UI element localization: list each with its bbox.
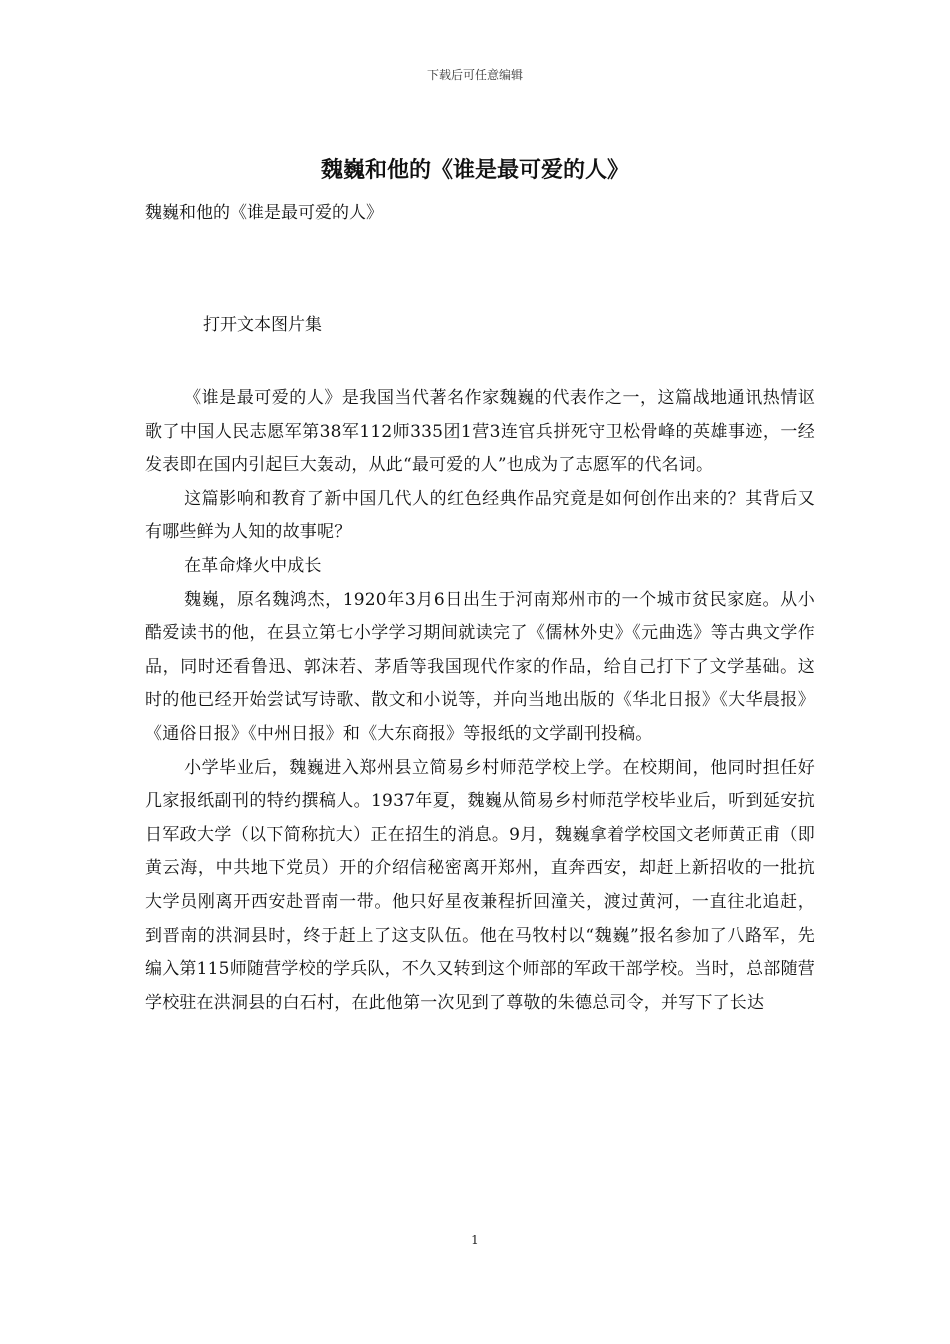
paragraph: 小学毕业后，魏巍进入郑州县立简易乡村师范学校上学。在校期间，他同时担任好几家报纸副刊的特约撰稿人。1937年夏，魏巍从简易乡村师范学校毕业后，听到延安抗日军政大学（以下简称抗大）正在招生的消息。9月，魏巍拿着学校国文老师黄正甫（即黄云海，中共地下党员）开的介绍信秘密离开郑州，直奔西安，却赶上新招收的一批抗大学员刚离开西安赴晋南一带。他只好星夜兼程折回潼关，渡过黄河，一直往北追赶，到晋南的洪洞县时，终于赶上了这支队伍。他在马牧村以“魏巍”报名参加了八路军，先编入第115师随营学校的学兵队，不久又转到这个师部的军政干部学校。当时，总部随营学校驻在洪洞县的白石村，在此他第一次见到了尊敬的朱德总司令，并写下了长达 — [145, 757, 815, 1013]
open-image-gallery-link[interactable]: 打开文本图片集 — [203, 315, 322, 335]
paragraph: 这篇影响和教育了新中国几代人的红色经典作品究竟是如何创作出来的？其背后又有哪些鲜为人知的故事呢？ — [145, 488, 815, 543]
page-number: 1 — [471, 1233, 479, 1247]
section-heading: 在革命烽火中成长 — [184, 555, 322, 576]
article-body — [145, 382, 815, 1020]
paragraph: 魏巍，原名魏鸿杰，1920年3月6日出生于河南郑州市的一个城市贫民家庭。从小酷爱读书的他，在县立第七小学学习期间就读完了《儒林外史》《元曲选》等古典文学作品，同时还看鲁迅、郭沫若、茅盾等我国现代作家的作品，给自己打下了文学基础。这时的他已经开始尝试写诗歌、散文和小说等，并向当地出版的《华北日报》《大华晨报》《通俗日报》《中州日报》和《大东商报》等报纸的文学副刊投稿。 — [145, 589, 815, 744]
document-title: 魏巍和他的《谁是最可爱的人》 — [320, 157, 629, 183]
document-subtitle: 魏巍和他的《谁是最可爱的人》 — [145, 203, 383, 223]
running-header: 下载后可任意编辑 — [426, 68, 523, 82]
paragraph: 《谁是最可爱的人》是我国当代著名作家魏巍的代表作之一，这篇战地通讯热情讴歌了中国人民志愿军第38军112师335团1营3连官兵拼死守卫松骨峰的英雄事迹，一经发表即在国内引起巨大轰动，从此“最可爱的人”也成为了志愿军的代名词。 — [145, 388, 815, 476]
